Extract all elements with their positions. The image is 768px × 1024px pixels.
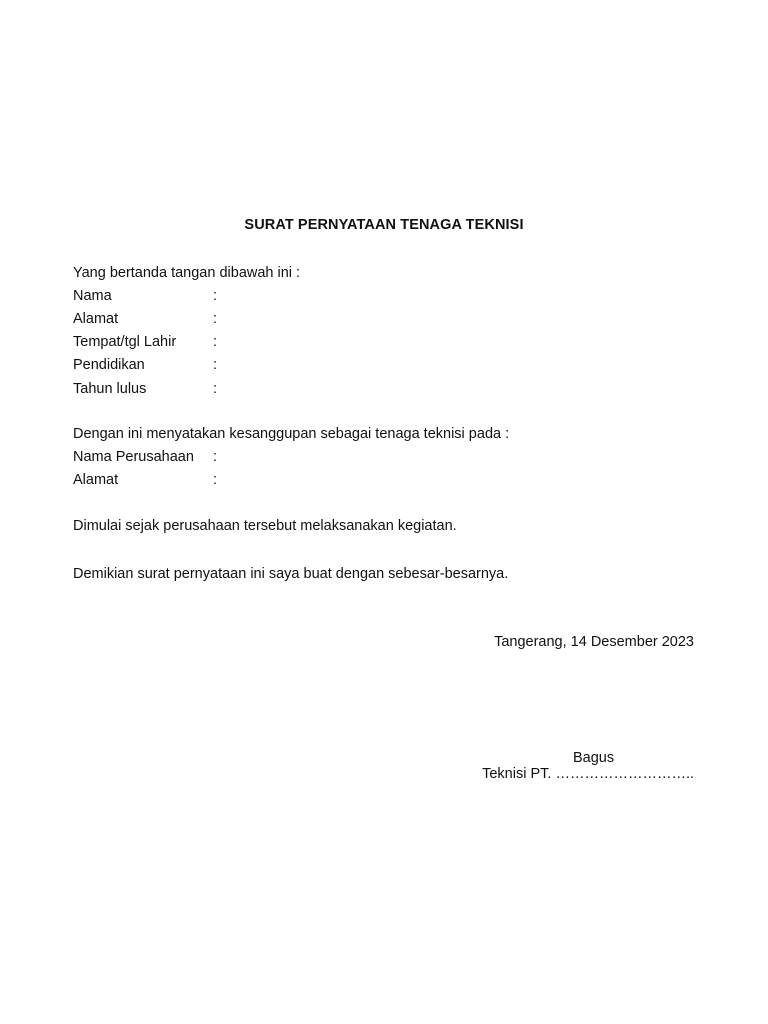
field-label: Alamat <box>73 311 119 327</box>
field-row-nama-perusahaan <box>73 449 217 466</box>
field-label: Nama Perusahaan <box>73 449 194 465</box>
field-colon: : <box>213 449 218 465</box>
field-row-tahun-lulus <box>73 381 217 398</box>
field-row-pendidikan <box>73 357 217 374</box>
document-title: SURAT PERNYATAAN TENAGA TEKNISI <box>244 217 524 233</box>
signer-name: Bagus <box>573 750 615 766</box>
field-row-alamat <box>73 311 217 328</box>
field-row-tempat-tgl-lahir <box>73 334 217 351</box>
closing-sentence: Demikian surat pernyataan ini saya buat dengan sebesar-besarnya. <box>73 566 509 582</box>
field-colon: : <box>213 381 218 397</box>
statement-text: Dengan ini menyatakan kesanggupan sebagai tenaga teknisi pada : <box>73 426 510 442</box>
field-label: Nama <box>73 288 112 304</box>
field-label: Tempat/tgl Lahir <box>73 334 177 350</box>
intro-text: Yang bertanda tangan dibawah ini : <box>73 265 301 281</box>
field-label: Tahun lulus <box>73 381 147 397</box>
place-date: Tangerang, 14 Desember 2023 <box>494 634 694 650</box>
field-colon: : <box>213 311 218 327</box>
field-label: Pendidikan <box>73 357 145 373</box>
field-row-alamat-perusahaan <box>73 472 217 489</box>
field-colon: : <box>213 288 218 304</box>
start-sentence: Dimulai sejak perusahaan tersebut melaksanakan kegiatan. <box>73 518 457 534</box>
field-colon: : <box>213 357 218 373</box>
field-colon: : <box>213 334 218 350</box>
signer-title: Teknisi PT. ……………………….. <box>482 766 694 782</box>
field-label: Alamat <box>73 472 119 488</box>
field-colon: : <box>213 472 218 488</box>
field-row-nama <box>73 288 217 305</box>
